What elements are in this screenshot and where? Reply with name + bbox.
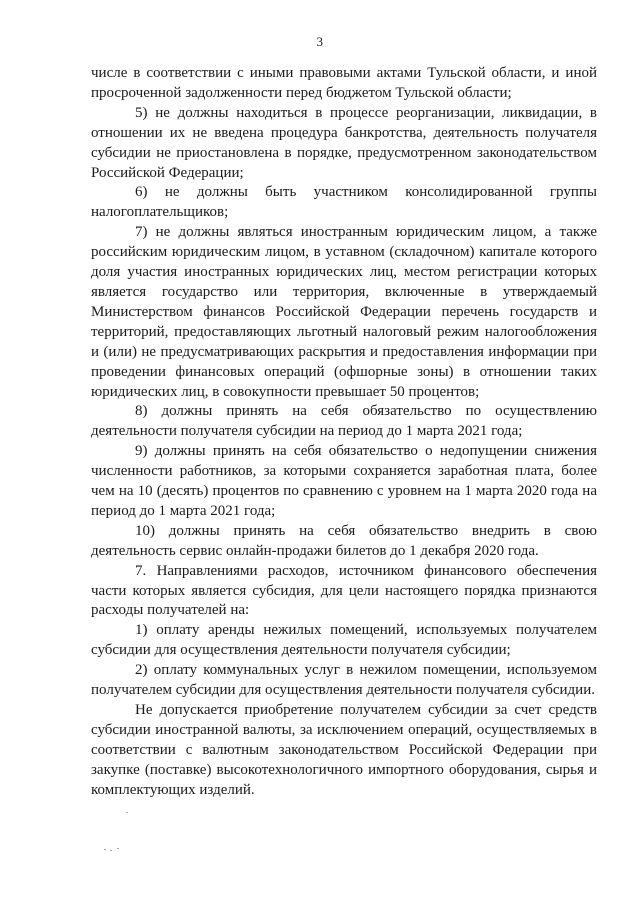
paragraph-item-8: 8) должны принять на себя обязательство по осуществлению деятельности получателя субсидии на период до 1 марта 2021 года; (91, 403, 597, 440)
paragraph-item-7: 7) не должны являться иностранным юридическим лицом, а также российским юридическим лицом, в уставном (складочном) капитале которого доля участия иностранных юридических лиц, местом регистрации которых является государство или территория, включенные в утверждаемый Министерством финансов Российской Федерации перечень государств и территорий, предоставляющих льготный налоговый режим налогообложения и (или) не предусматривающих раскрытия и предоставления информации при проведении финансовых операций (офшорные зоны) в отношении таких юридических лиц, в совокупности превышает 50 процентов; (91, 224, 597, 400)
paragraph-expense-2: 2) оплату коммунальных услуг в нежилом помещении, используемом получателем субсидии для осуществления деятельности получателя субсидии. (91, 662, 597, 699)
paragraph-item-5: 5) не должны находиться в процессе реорганизации, ликвидации, в отношении их не введена процедура банкротства, деятельность получателя субсидии не приостановлена в порядке, предусмотренном законодательством Российской Федерации; (91, 104, 597, 181)
paragraph-continuation: числе в соответствии с иными правовыми актами Тульской области, и иной просроченной задолженности перед бюджетом Тульской области; (91, 65, 597, 101)
scan-speck (117, 848, 119, 849)
paragraph-restriction: Не допускается приобретение получателем субсидии за счет средств субсидии иностранной валюты, за исключением операций, осуществляемых в соответствии с валютным законодательством Российской Федерации при закупке (поставке) высокотехнологичного импортного оборудования, сырья и комплектующих изделий. (91, 702, 597, 798)
paragraph-expense-1: 1) оплату аренды нежилых помещений, используемых получателем субсидии для осуществления деятельности получателя субсидии; (91, 622, 597, 659)
paragraph-item-10: 10) должны принять на себя обязательство внедрить в свою деятельность сервис онлайн-продажи билетов до 1 декабря 2020 года. (91, 522, 597, 559)
page-number: 3 (316, 34, 324, 49)
paragraph-item-6: 6) не должны быть участником консолидированной группы налогоплательщиков; (91, 184, 597, 221)
scan-speck (104, 849, 106, 850)
paragraph-item-9: 9) должны принять на себя обязательство о недопущении снижения численности работников, за которыми сохраняется заработная плата, более чем на 10 (десять) процентов по сравнению с уровнем на 1 марта 2020 года на период до 1 марта 2021 года; (91, 443, 597, 519)
scan-speck (126, 812, 128, 813)
document-body (91, 64, 597, 801)
paragraph-section-7: 7. Направлениями расходов, источником финансового обеспечения части которых является субсидия, для цели настоящего порядка признаются расходы получателей на: (91, 562, 597, 619)
scan-speck (110, 850, 112, 851)
